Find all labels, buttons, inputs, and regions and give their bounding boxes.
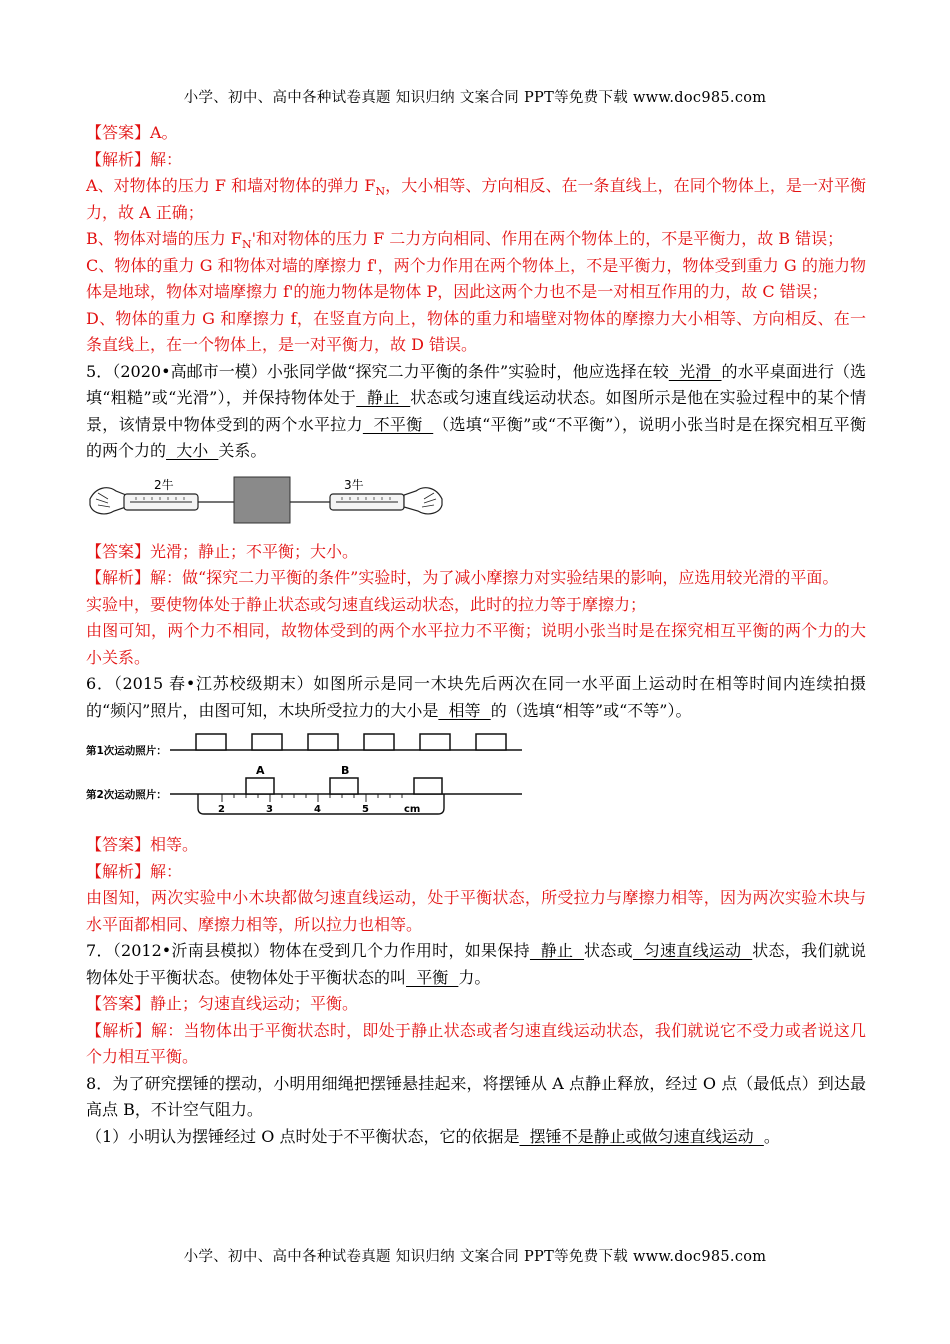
q5-analysis-1: 【解析】解：做“探究二力平衡的条件”实验时，为了减小摩擦力对实验结果的影响，应选用较光滑的平面。: [86, 568, 839, 587]
q8-part-1: （1）小明认为摆锤经过 O 点时处于不平衡状态，它的依据是 摆锤不是静止或做匀速直线运动 。: [86, 1126, 780, 1146]
q5-blank-4: 大小: [166, 441, 219, 460]
q4-option-a: A、对物体的压力 F 和墙对物体的弹力 $F_N$，大小相等、方向相反、在一条直线上，在同个物体上，是一对平衡力，故 A 正确；: [86, 176, 866, 222]
right-hand-icon: [404, 487, 442, 513]
q7-answer: 【答案】静止；匀速直线运动；平衡。: [86, 994, 359, 1013]
tick-4: 4: [314, 804, 321, 815]
q6-figure: [86, 728, 866, 826]
wooden-block: [234, 477, 290, 523]
point-b-label: B: [341, 764, 350, 777]
q6-blank-1: 相等: [438, 700, 491, 720]
left-hand-icon: [90, 487, 126, 513]
q5-blank-1: 光滑: [668, 361, 722, 381]
q4-analysis-label: 【解析】解：: [86, 149, 183, 169]
spring-scale-illustration: [86, 469, 446, 533]
q5-answer: 【答案】光滑；静止；不平衡；大小。: [86, 541, 359, 561]
tick-5: 5: [362, 804, 369, 815]
page-content: [86, 120, 866, 1150]
q5-blank-3: 不平衡: [362, 414, 434, 434]
tick-unit: cm: [404, 804, 421, 815]
q8-question: 8．为了研究摆锤的摆动，小明用细绳把摆锤悬挂起来，将摆锤从 A 点静止释放，经过 O 点（最低点）到达最高点 B，不计空气阻力。: [86, 1073, 866, 1119]
q4-option-d: D、物体的重力 G 和摩擦力 f，在竖直方向上，物体的重力和墙壁对物体的摩擦力大小相等、方向相反、在一条直线上，在一个物体上，是一对平衡力，故 D 错误。: [86, 308, 866, 354]
q5-blank-2: 静止: [356, 388, 411, 407]
page-footer: 小学、初中、高中各种试卷真题 知识归纳 文案合同 PPT等免费下载 www.doc985.com: [183, 1249, 767, 1265]
q6-analysis-label: 【解析】解：: [86, 861, 183, 881]
tick-3: 3: [266, 804, 273, 815]
q7-analysis-1: 【解析】解：当物体出于平衡状态时，即处于静止状态或者匀速直线运动状态，我们就说它不受力或者说这几个力相互平衡。: [86, 1020, 866, 1066]
q7-blank-1: 静止: [529, 941, 585, 960]
row1-blocks: [196, 734, 506, 750]
q5-question: 5．（2020•高邮市一模）小张同学做“探究二力平衡的条件”实验时，他应选择在较 光滑 的水平桌面进行（选填“粗糙”或“光滑”），并保持物体处于 静止 状态或匀速直线运动状态。如图所示是他在实验过程中的某个情景，该情景中物体受到的两个水平拉力 不平衡 （选填“平衡”或“不平衡”），说明小张当时是在探究相互平衡的两个力的 大小 关系。: [86, 361, 866, 460]
q8-blank-1: 摆锤不是静止或做匀速直线运动: [519, 1126, 764, 1146]
page-header: 小学、初中、高中各种试卷真题 知识归纳 文案合同 PPT等免费下载 www.doc985.com: [183, 90, 767, 106]
q7-question: 7．（2012•沂南县模拟）物体在受到几个力作用时，如果保持 静止 状态或 匀速直线运动 状态，我们就说物体处于平衡状态。使物体处于平衡状态的叫 平衡 力。: [86, 941, 866, 987]
tick-2: 2: [218, 804, 225, 815]
q5-analysis-3: 由图可知，两个力不相同，故物体受到的两个水平拉力不平衡；说明小张当时是在探究相互平衡的两个力的大小关系。: [86, 621, 866, 667]
right-force-label: 3牛: [344, 477, 364, 492]
strobe-photo-illustration: [86, 728, 526, 826]
point-a-label: A: [256, 764, 265, 777]
row1-label: 第1次运动照片：: [86, 745, 167, 757]
q5-analysis-2: 实验中，要使物体处于静止状态或匀速直线运动状态，此时的拉力等于摩擦力；: [86, 594, 647, 614]
q6-answer: 【答案】相等。: [86, 835, 199, 854]
q5-figure: [86, 469, 866, 533]
left-force-label: 2牛: [154, 477, 174, 492]
q7-blank-3: 平衡: [406, 967, 459, 987]
q4-answer: 【答案】A。: [86, 123, 178, 142]
q7-blank-2: 匀速直线运动: [632, 941, 753, 960]
q6-analysis-1: 由图知，两次实验中小木块都做匀速直线运动，处于平衡状态，所受拉力与摩擦力相等，因为两次实验木块与水平面都相同、摩擦力相等，所以拉力也相等。: [86, 888, 866, 934]
row2-label: 第2次运动照片：: [86, 789, 167, 801]
row2-blocks: [246, 778, 442, 794]
q4-option-b: B、物体对墙的压力 $F_N'$和对物体的压力 F 二力方向相同、作用在两个物体上的，不是平衡力，故 B 错误；: [86, 229, 844, 252]
q6-question: 6．（2015 春•江苏校级期末）如图所示是同一木块先后两次在同一水平面上运动时在相等时间内连续拍摄的“频闪”照片，由图可知，木块所受拉力的大小是 相等 的（选填“相等”或“不等”）。: [86, 674, 866, 720]
q4-option-c: C、物体的重力 G 和物体对墙的摩擦力 f'，两个力作用在两个物体上，不是平衡力，物体受到重力 G 的施力物体是地球，物体对墙摩擦力 f'的施力物体是物体 P，因此这两个力也不是一对相互作用的力，故 C 错误；: [86, 255, 866, 301]
